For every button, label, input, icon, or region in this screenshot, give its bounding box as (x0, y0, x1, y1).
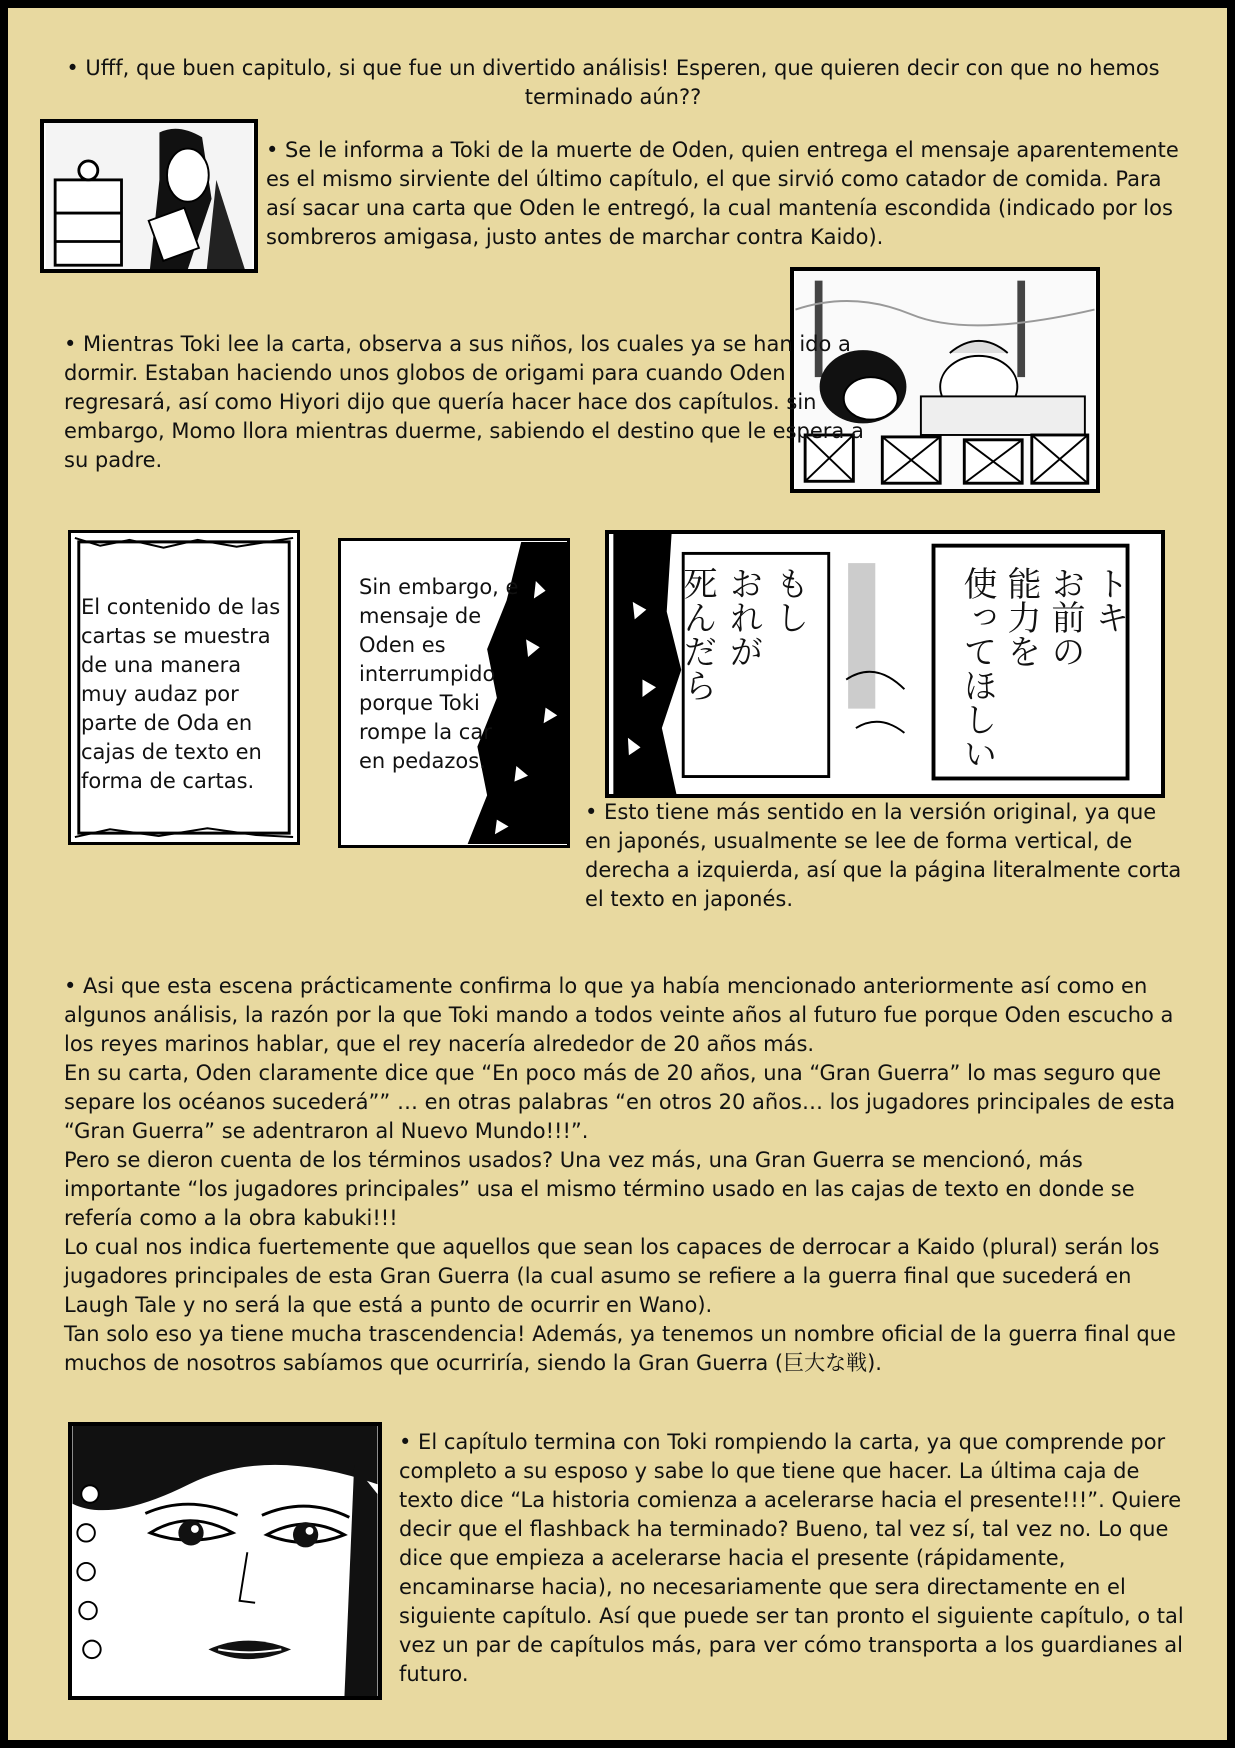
page (8, 8, 1227, 1740)
letter-card-panel-2 (338, 538, 570, 848)
paragraph-children: • Mientras Toki lee la carta, observa a sus niños, los cuales ya se han ido a dormir. Estaban haciendo unos globos de origami para cuando Oden regresará, así como Hiyori dijo que quería hacer hace dos capítulos. sin embargo, Momo llora mientras duerme, sabiendo el destino que le espera a su padre. (64, 332, 864, 472)
manga-panel-japanese-letter (605, 530, 1165, 798)
letter-card-text-2: Sin embargo, e mensaje de Oden es interrumpido porque Toki rompe la car en pedazos. (359, 575, 519, 773)
jp-left-line-2: おれが (723, 566, 763, 668)
jp-right-line-3: 能力を (1001, 566, 1041, 668)
letter-card-panel-1 (68, 530, 300, 845)
jp-right-line-4: 使ってほしい (957, 566, 997, 770)
paragraph-japanese-note: • Esto tiene más sentido en la versión original, ya que en japonés, usualmente se lee de forma vertical, de derecha a izquierda, así que la página literalmente corta el texto en japonés. (585, 800, 1182, 911)
manga-panel-toki-reading (40, 119, 258, 273)
japanese-text-left (673, 566, 823, 766)
jp-left-line-1: もし (769, 566, 809, 634)
letter-card-text-1: El contenido de las cartas se muestra de una manera muy audaz por parte de Oda en cajas de texto en forma de cartas. (81, 595, 281, 793)
jp-right-line-2: お前の (1045, 566, 1085, 668)
japanese-text-right (939, 560, 1139, 780)
paragraph-great-war: • Asi que esta escena prácticamente confirma lo que ya había mencionado anteriormente así como en algunos análisis, la razón por la que Toki mando a todos veinte años al futuro fue porque Oden escucho a los reyes marinos hablar, que el rey nacería alrededor de 20 años más. En su carta, Oden claramente dice que “En poco más de 20 años, una “Gran Guerra” lo mas seguro que separe los océanos sucederá”” … en otras palabras “en otros 20 años… los jugadores principales de esta “Gran Guerra” se adentraron al Nuevo Mundo!!!”. Pero se dieron cuenta de los términos usados? Una vez más, una Gran Guerra se mencionó, más importante “los jugadores principales” usa el mismo término usado en las cajas de texto en donde se refería como a la obra kabuki!!! Lo cual nos indica fuertemente que aquellos que sean los capaces de derrocar a Kaido (plural) serán los jugadores principales de esta Gran Guerra (la cual asumo se refiere a la guerra final que sucederá en Laugh Tale y no será la que está a punto de ocurrir en Wano). Tan solo eso ya tiene mucha trascendencia! Además, ya tenemos un nombre oficial de la guerra final que muchos de nosotros sabíamos que ocurriría, siendo la Gran Guerra (巨大な戦). (64, 974, 1176, 1375)
paragraph-letter-delivery: • Se le informa a Toki de la muerte de Oden, quien entrega el mensaje aparentemente es el mismo sirviente del último capítulo, el que sirvió como catador de comida. Para así sacar una carta que Oden le entregó, la cual mantenía escondida (indicado por los sombreros amigasa, justo antes de marchar contra Kaido). (266, 138, 1179, 249)
intro-text: • Ufff, que buen capitulo, si que fue un divertido análisis! Esperen, que quieren decir con que no hemos terminado aún?? (66, 56, 1160, 109)
jp-left-line-3: 死んだら (677, 566, 717, 702)
manga-panel-toki-closeup (68, 1422, 382, 1700)
jp-right-line-1: トキ (1089, 566, 1129, 634)
toki-closeup-illustration (72, 1426, 378, 1696)
paragraph-chapter-ending: • El capítulo termina con Toki rompiendo la carta, ya que comprende por completo a su esposo y sabe lo que tiene que hacer. La última caja de texto dice “La historia comienza a acelerarse hacia el presente!!!”. Quiere decir que el flashback ha terminado? Bueno, tal vez sí, tal vez no. Lo que dice que empieza a acelerarse hacia el presente (rápidamente, encaminarse hacia), no necesariamente que sera directamente en el siguiente capítulo. Así que puede ser tan pronto el siguiente capítulo, o tal vez un par de capítulos más, para ver cómo transporta a los guardianes al futuro. (399, 1430, 1184, 1686)
toki-reading-illustration (44, 123, 254, 269)
